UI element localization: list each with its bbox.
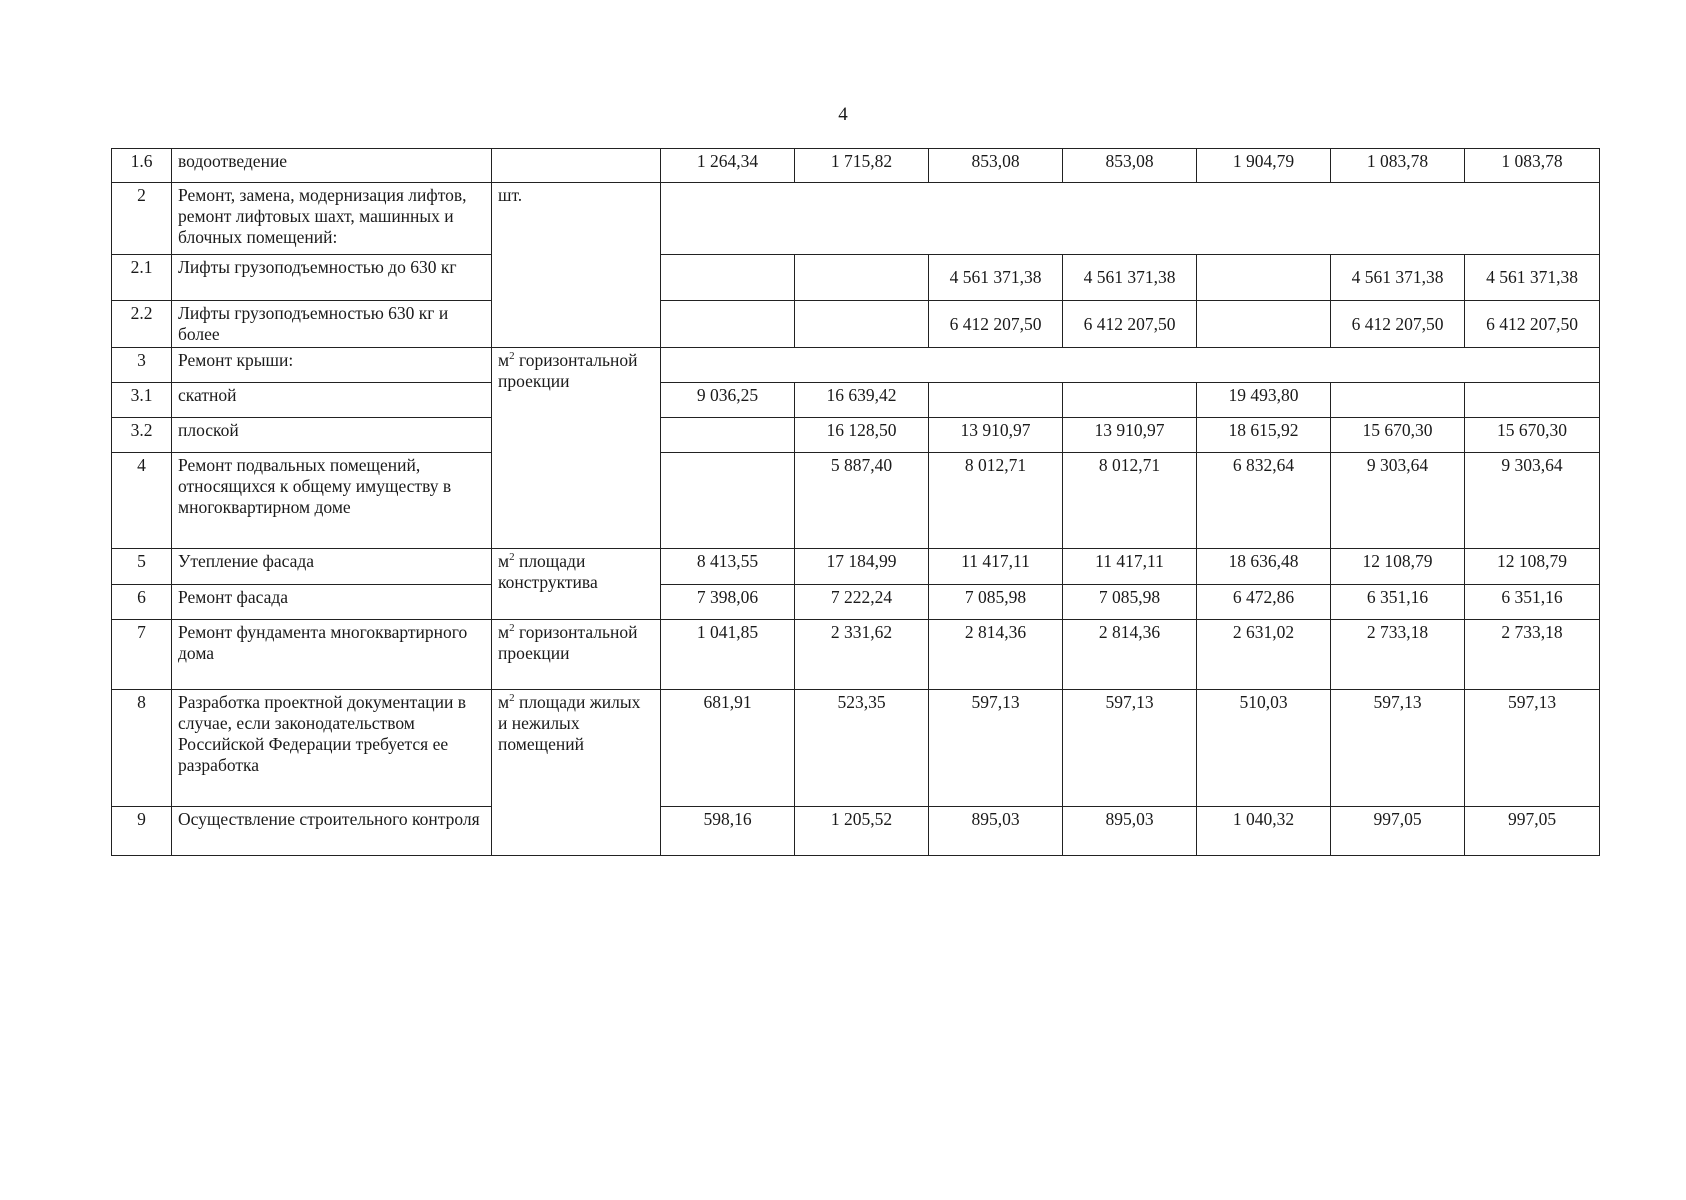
work-name: Лифты грузоподъемностью 630 кг и более	[172, 301, 492, 348]
row-number: 2	[112, 183, 172, 255]
work-name: Разработка проектной документации в случае, если законодательством Российской Федерации требуется ее разработка	[172, 690, 492, 807]
value-cell: 4 561 371,38	[929, 255, 1063, 301]
value-cell: 13 910,97	[1063, 418, 1197, 453]
value-cell	[661, 418, 795, 453]
row-number: 1.6	[112, 149, 172, 183]
value-cell: 1 083,78	[1331, 149, 1465, 183]
value-cell	[661, 453, 795, 549]
unit-label: $м^2$ площади конструктива	[498, 551, 598, 592]
row-number: 4	[112, 453, 172, 549]
unit-label: $м^2$ горизонтальной проекции	[498, 350, 638, 391]
table-row	[112, 453, 1600, 549]
value-cell: 6 412 207,50	[929, 301, 1063, 348]
value-cell: 6 412 207,50	[1063, 301, 1197, 348]
value-cell: 1 041,85	[661, 620, 795, 690]
value-cell: 7 085,98	[1063, 585, 1197, 620]
table-row	[112, 255, 1600, 301]
value-cell: 5 887,40	[795, 453, 929, 549]
value-cell: 510,03	[1197, 690, 1331, 807]
work-name: Ремонт фасада	[172, 585, 492, 620]
value-span-empty	[661, 348, 1600, 383]
value-cell: 997,05	[1331, 807, 1465, 856]
value-cell: 6 351,16	[1331, 585, 1465, 620]
value-cell: 7 222,24	[795, 585, 929, 620]
value-cell: 6 832,64	[1197, 453, 1331, 549]
row-number: 9	[112, 807, 172, 856]
value-cell: 597,13	[1465, 690, 1600, 807]
value-cell: 16 128,50	[795, 418, 929, 453]
value-cell: 7 398,06	[661, 585, 795, 620]
value-cell: 997,05	[1465, 807, 1600, 856]
row-number: 3	[112, 348, 172, 383]
value-cell: 12 108,79	[1331, 549, 1465, 585]
work-name: Ремонт подвальных помещений, относящихся к общему имуществу в многоквартирном доме	[172, 453, 492, 549]
table-row	[112, 585, 1600, 620]
rates-table	[111, 148, 1600, 856]
value-cell: 1 040,32	[1197, 807, 1331, 856]
value-cell: 2 814,36	[1063, 620, 1197, 690]
value-cell: 2 331,62	[795, 620, 929, 690]
value-cell: 17 184,99	[795, 549, 929, 585]
row-number: 3.2	[112, 418, 172, 453]
table-row	[112, 149, 1600, 183]
value-cell: 12 108,79	[1465, 549, 1600, 585]
value-cell: 8 012,71	[929, 453, 1063, 549]
value-cell: 4 561 371,38	[1063, 255, 1197, 301]
unit-cell	[492, 690, 661, 856]
value-cell: 2 733,18	[1331, 620, 1465, 690]
value-cell: 8 413,55	[661, 549, 795, 585]
work-name: плоской	[172, 418, 492, 453]
row-number: 8	[112, 690, 172, 807]
work-name: Ремонт, замена, модернизация лифтов, ремонт лифтовых шахт, машинных и блочных помещений:	[172, 183, 492, 255]
table-row	[112, 301, 1600, 348]
value-cell: 6 412 207,50	[1331, 301, 1465, 348]
value-cell: 7 085,98	[929, 585, 1063, 620]
value-cell	[929, 383, 1063, 418]
value-cell: 4 561 371,38	[1465, 255, 1600, 301]
value-cell: 15 670,30	[1465, 418, 1600, 453]
value-cell: 11 417,11	[929, 549, 1063, 585]
value-cell: 597,13	[929, 690, 1063, 807]
table-row	[112, 348, 1600, 383]
value-cell	[1465, 383, 1600, 418]
value-cell: 8 012,71	[1063, 453, 1197, 549]
table-row	[112, 183, 1600, 255]
value-cell: 9 303,64	[1331, 453, 1465, 549]
row-number: 6	[112, 585, 172, 620]
page-number: 4	[838, 104, 848, 125]
value-cell: 895,03	[929, 807, 1063, 856]
value-cell: 11 417,11	[1063, 549, 1197, 585]
value-cell: 1 715,82	[795, 149, 929, 183]
value-cell: 2 631,02	[1197, 620, 1331, 690]
unit-label: шт.	[498, 185, 523, 205]
value-cell	[795, 255, 929, 301]
work-name: Осуществление строительного контроля	[172, 807, 492, 856]
value-cell: 523,35	[795, 690, 929, 807]
value-cell: 4 561 371,38	[1331, 255, 1465, 301]
value-span-empty	[661, 183, 1600, 255]
value-cell: 597,13	[1063, 690, 1197, 807]
value-cell: 2 814,36	[929, 620, 1063, 690]
value-cell: 6 351,16	[1465, 585, 1600, 620]
row-number: 2.2	[112, 301, 172, 348]
table-row	[112, 620, 1600, 690]
value-cell: 6 412 207,50	[1465, 301, 1600, 348]
value-cell: 9 036,25	[661, 383, 795, 418]
value-cell: 2 733,18	[1465, 620, 1600, 690]
value-cell	[661, 255, 795, 301]
table-row	[112, 418, 1600, 453]
work-name: Утепление фасада	[172, 549, 492, 585]
value-cell: 6 472,86	[1197, 585, 1331, 620]
table-row	[112, 383, 1600, 418]
value-cell: 15 670,30	[1331, 418, 1465, 453]
row-number: 3.1	[112, 383, 172, 418]
unit-cell	[492, 620, 661, 690]
value-cell: 1 904,79	[1197, 149, 1331, 183]
work-name: скатной	[172, 383, 492, 418]
value-cell: 13 910,97	[929, 418, 1063, 453]
row-number: 5	[112, 549, 172, 585]
value-cell: 18 636,48	[1197, 549, 1331, 585]
value-cell: 16 639,42	[795, 383, 929, 418]
table-row	[112, 690, 1600, 807]
value-cell: 853,08	[1063, 149, 1197, 183]
work-name: Лифты грузоподъемностью до 630 кг	[172, 255, 492, 301]
unit-label: $м^2$ горизонтальной проекции	[498, 622, 638, 663]
value-cell: 19 493,80	[1197, 383, 1331, 418]
value-cell: 9 303,64	[1465, 453, 1600, 549]
unit-label: $м^2$ площади жилых и нежилых помещений	[498, 692, 641, 754]
value-cell: 1 205,52	[795, 807, 929, 856]
table-row	[112, 549, 1600, 585]
value-cell	[795, 301, 929, 348]
value-cell: 18 615,92	[1197, 418, 1331, 453]
table-row	[112, 807, 1600, 856]
unit-cell	[492, 149, 661, 183]
work-name: водоотведение	[172, 149, 492, 183]
value-cell	[1197, 255, 1331, 301]
row-number: 2.1	[112, 255, 172, 301]
value-cell	[1197, 301, 1331, 348]
value-cell: 1 083,78	[1465, 149, 1600, 183]
work-name: Ремонт крыши:	[172, 348, 492, 383]
value-cell: 598,16	[661, 807, 795, 856]
work-name: Ремонт фундамента многоквартирного дома	[172, 620, 492, 690]
unit-cell	[492, 348, 661, 549]
value-cell: 681,91	[661, 690, 795, 807]
unit-cell	[492, 549, 661, 620]
value-cell: 597,13	[1331, 690, 1465, 807]
value-cell: 1 264,34	[661, 149, 795, 183]
value-cell: 895,03	[1063, 807, 1197, 856]
value-cell	[1331, 383, 1465, 418]
row-number: 7	[112, 620, 172, 690]
value-cell	[1063, 383, 1197, 418]
value-cell: 853,08	[929, 149, 1063, 183]
unit-cell	[492, 183, 661, 348]
value-cell	[661, 301, 795, 348]
